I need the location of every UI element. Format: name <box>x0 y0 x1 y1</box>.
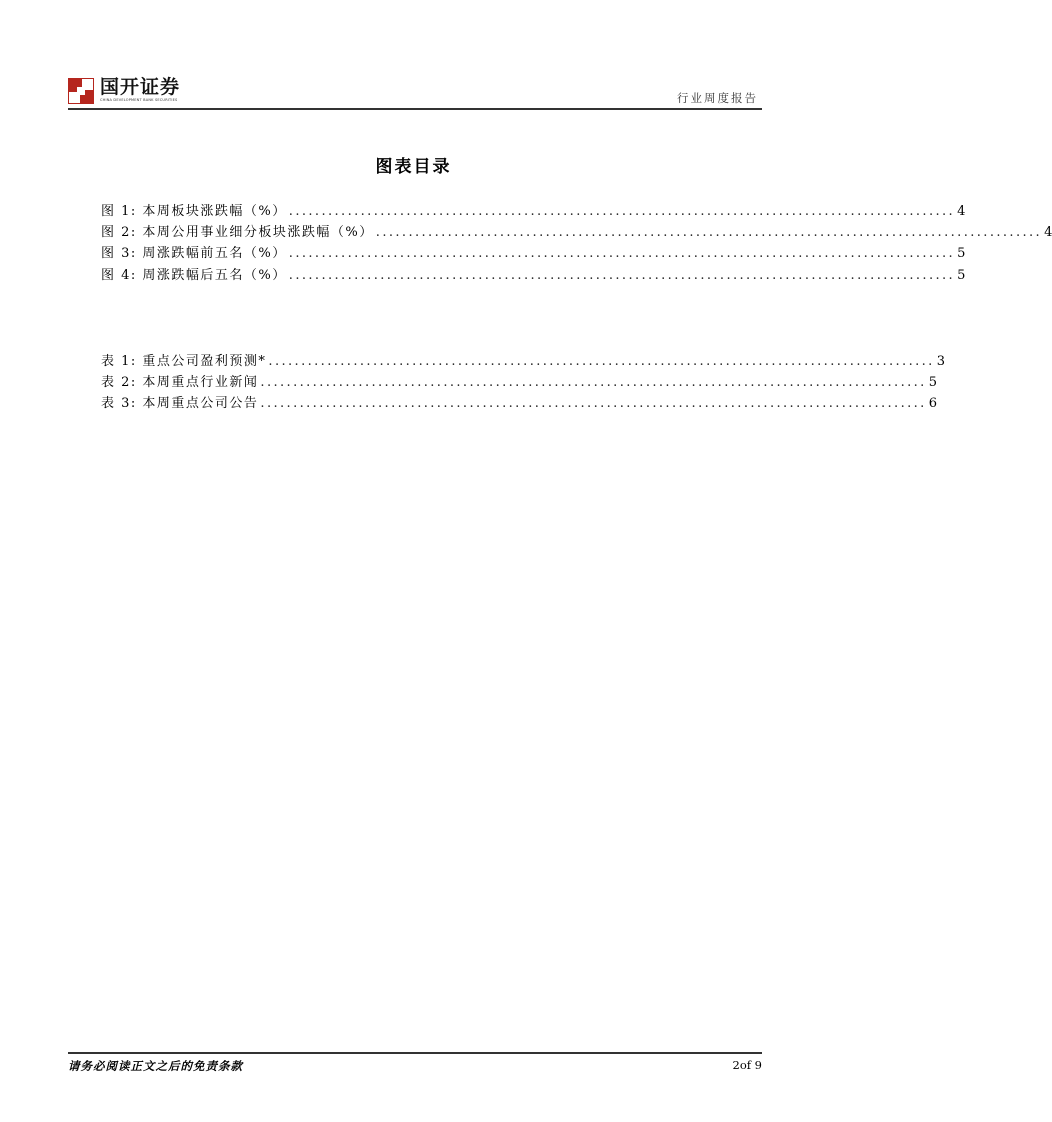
figure-list <box>101 200 1052 285</box>
toc-leader-dots: ...................................................................................................... <box>288 246 956 262</box>
toc-entry-page: 4 <box>957 204 966 219</box>
toc-entry-label: 图 3: 周涨跌幅前五名（%） <box>101 246 287 262</box>
toc-leader-dots: ...................................................................................................... <box>288 204 956 219</box>
toc-entry-figure-4[interactable] <box>101 264 966 285</box>
toc-entry-figure-3[interactable] <box>101 242 966 263</box>
toc-title: 图表目录 <box>375 157 452 177</box>
header-divider <box>68 108 762 110</box>
toc-entry-table-2[interactable] <box>101 371 937 392</box>
toc-entry-label: 表 3: 本周重点公司公告 <box>101 396 259 412</box>
toc-leader-dots: ...................................................................................................... <box>268 354 935 369</box>
toc-entry-label: 图 4: 周涨跌幅后五名（%） <box>101 267 287 283</box>
toc-entry-page: 3 <box>936 354 945 369</box>
disclaimer-notice: 请务必阅读正文之后的免责条款 <box>68 1059 243 1073</box>
toc-leader-dots: ...................................................................................................... <box>375 225 1043 241</box>
toc-entry-label: 表 2: 本周重点行业新闻 <box>101 375 259 391</box>
logo-name: 国开证券 <box>100 76 181 98</box>
report-type: 行业周度报告 <box>677 91 758 105</box>
toc-entry-page: 4 <box>1044 225 1052 241</box>
footer-divider <box>68 1052 762 1054</box>
toc-entry-page: 5 <box>957 246 966 262</box>
page-header <box>68 72 762 110</box>
toc-entry-page: 5 <box>957 267 966 283</box>
table-list <box>101 350 945 414</box>
logo-english-name: CHINA DEVELOPMENT BANK SECURITIES <box>100 98 178 102</box>
page-footer <box>68 1052 762 1076</box>
toc-entry-page: 6 <box>928 396 937 412</box>
toc-leader-dots: ...................................................................................................... <box>260 375 927 391</box>
toc-entry-page: 5 <box>928 375 937 391</box>
logo-mark-icon <box>68 78 94 104</box>
page-number: 2of 9 <box>732 1058 762 1072</box>
toc-entry-label: 图 2: 本周公用事业细分板块涨跌幅（%） <box>101 225 374 241</box>
toc-leader-dots: ...................................................................................................... <box>260 396 927 412</box>
toc-entry-figure-1[interactable] <box>101 200 966 221</box>
company-logo <box>68 76 180 104</box>
toc-leader-dots: ...................................................................................................... <box>288 267 956 283</box>
toc-entry-label: 图 1: 本周板块涨跌幅（%） <box>101 204 287 219</box>
toc-entry-figure-2[interactable] <box>101 221 1052 242</box>
toc-entry-table-3[interactable] <box>101 392 937 413</box>
toc-entry-table-1[interactable] <box>101 350 945 371</box>
toc-entry-label: 表 1: 重点公司盈利预测* <box>101 354 267 369</box>
